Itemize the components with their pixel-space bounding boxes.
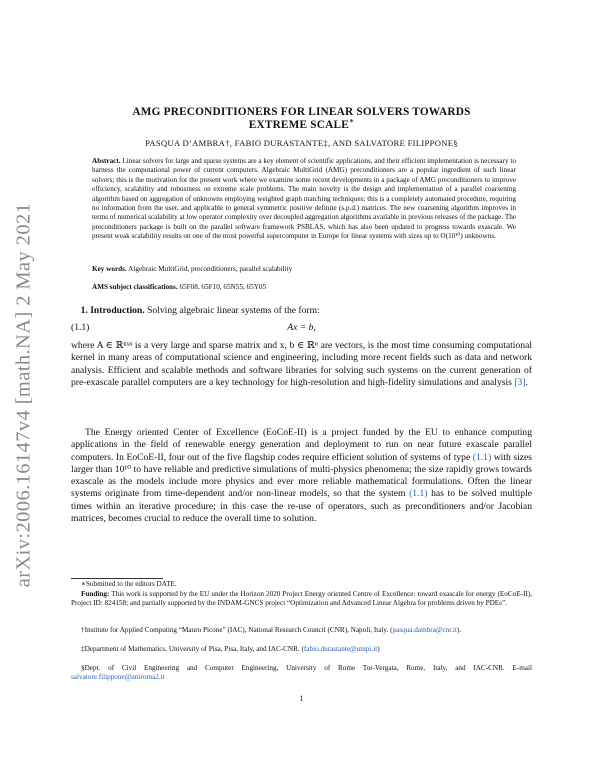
paragraph-2 — [71, 427, 532, 525]
ams-classifications — [92, 283, 516, 291]
paragraph-2-text-b: with sizes larger than 10¹⁰ to have reliable and predictive simulations of multi-physics phenomena; the size rapidly grows towards exascale as the models include more physics and ever more reliable mathematical formulations. Often the linear systems originate from time-dependent and/or non-linear models, so that the system — [71, 451, 532, 500]
paragraph-1-text: where A ∈ ℝⁿˣⁿ is a very large and sparse matrix and x, b ∈ ℝⁿ are vectors, is the most time consuming computational kernel in many areas of computational science and engineering, including more recent fields such as data and network analysis. Efficient and scalable methods and software libraries for solving such systems on the current generation of pre-exascale parallel computers are a key technology for high-resolution and high-fidelity simulations and analysis — [71, 340, 532, 388]
arxiv-identifier: arXiv:2006.16147v4 [math.NA] 2 May 2021 — [12, 202, 35, 588]
ams-label: AMS subject classifications. — [92, 283, 178, 291]
title-line-2: EXTREME SCALE — [248, 119, 349, 131]
footnote-author-1 — [71, 626, 532, 635]
keywords — [92, 265, 516, 273]
author-2-email-link[interactable]: fabio.durastante@unipi.it — [303, 645, 378, 653]
equation-math: Ax = b, — [287, 322, 316, 333]
funding-text: This work is supported by the EU under the Horizon 2020 Project Energy oriented Centre of Excellence: toward exascale for energy (EoCoE-II), Project ID: 824158; and partially supported by the INDAM-GNCS project “Optimization and Advanced Linear Algebra for problems driven by PDEs”. — [71, 590, 533, 608]
keywords-text: Algebraic MultiGrid, preconditioners, parallel scalability — [128, 265, 293, 273]
author-1-affiliation: †Institute for Applied Computing “Mauro Picone” (IAC), National Research Council (CNR), Napoli, Italy. ( — [81, 626, 393, 634]
author-list: PASQUA D’AMBRA†, FABIO DURASTANTE‡, AND SALVATORE FILIPPONE§ — [145, 138, 458, 148]
abstract-text: Linear solvers for large and sparse systems are a key element of scientific applications, and their efficient implementation is necessary to harness the computational power of current computers. Algebraic MultiGrid (AMG) preconditioners are a popular ingredient of such linear solvers; this is the motivation for the present work where we examine some recent developments in a package of AMG preconditioners to improve efficiency, scalability and robustness on extreme scale problems. The main novelty is the design and implementation of a parallel coarsening algorithm based on aggregation of unknowns employing weighted graph matching techniques; this is a completely automated procedure, requiring no information from the user, and applicable to general symmetric positive definite (s.p.d.) matrices. The new coarsening algorithm improves in terms of numerical scalability at low operator complexity over decoupled aggregation algorithms available in previous releases of the package. The preconditioners package is built on the parallel software framework PSBLAS, which has also been updated to progress towards exascale. We present weak scalability results on one of the most powerful supercomputer in Europe for linear systems with sizes up to O(10¹⁰) unknowns. — [92, 157, 517, 241]
title-footnote-mark: ∗ — [348, 116, 355, 126]
author-2-affiliation-end: ) — [377, 645, 380, 653]
arxiv-sidebar — [4, 0, 44, 776]
section-heading: 1. Introduction. — [80, 305, 145, 316]
page-number: 1 — [299, 694, 304, 703]
footnote-funding — [71, 590, 532, 609]
author-3-email-link[interactable]: salvatore.filippone@uniroma2.it — [71, 673, 165, 682]
keywords-label: Key words. — [92, 265, 127, 273]
paragraph-2-text-a: The Energy oriented Center of Excellence (EoCoE-II) is a project funded by the EU to enhance computing applications in the field of renewable energy generation and deployment to run on near future exascale parallel computers. In EoCoE-II, four out of the five flagship codes require efficient solution of systems of type — [71, 427, 532, 463]
author-1-affiliation-end: ). — [457, 626, 462, 634]
footnote-author-2 — [71, 645, 532, 654]
funding-label: Funding: — [81, 590, 110, 598]
introduction-heading-line — [71, 304, 532, 317]
citation-link[interactable]: [3] — [514, 376, 526, 388]
author-3-affiliation: §Dept. of Civil Engineering and Computer Engineering, University of Rome Tor-Vergata, Rome, Italy, and IAC-CNR. E-mail — [81, 664, 532, 672]
author-1-email-link[interactable]: pasqua.dambra@cnr.it — [392, 626, 458, 634]
footnote-submitted-text: ∗Submitted to the editors DATE. — [81, 580, 177, 588]
footnote-rule — [71, 578, 163, 579]
equation-ref-link-1[interactable]: (1.1) — [472, 451, 492, 463]
intro-lead-text: Solving algebraic linear systems of the form: — [147, 305, 320, 316]
footnote-submitted — [71, 580, 532, 589]
abstract — [92, 157, 516, 242]
equation-number: (1.1) — [71, 322, 90, 333]
abstract-label: Abstract. — [92, 157, 121, 165]
paragraph-1 — [71, 340, 532, 389]
paragraph-2-text-c: has to be solved multiple times within an iterative procedure; in this case the re-use of operators, such as preconditioners and/or Jacobian matrices, becomes crucial to reduce the overall time to solution. — [71, 488, 532, 525]
author-2-affiliation: ‡Department of Mathematics, University of Pisa, Pisa, Italy, and IAC-CNR. ( — [81, 645, 304, 653]
ams-text: 65F08, 65F10, 65N55, 65Y05 — [179, 283, 267, 291]
equation-ref-link-2[interactable]: (1.1) — [409, 488, 428, 500]
paragraph-1-end: . — [525, 376, 528, 388]
title-line-1: AMG PRECONDITIONERS FOR LINEAR SOLVERS TOWARDS — [132, 106, 471, 118]
paper-title — [71, 106, 532, 132]
equation-1-1 — [71, 322, 532, 336]
footnote-author-3 — [71, 664, 532, 683]
